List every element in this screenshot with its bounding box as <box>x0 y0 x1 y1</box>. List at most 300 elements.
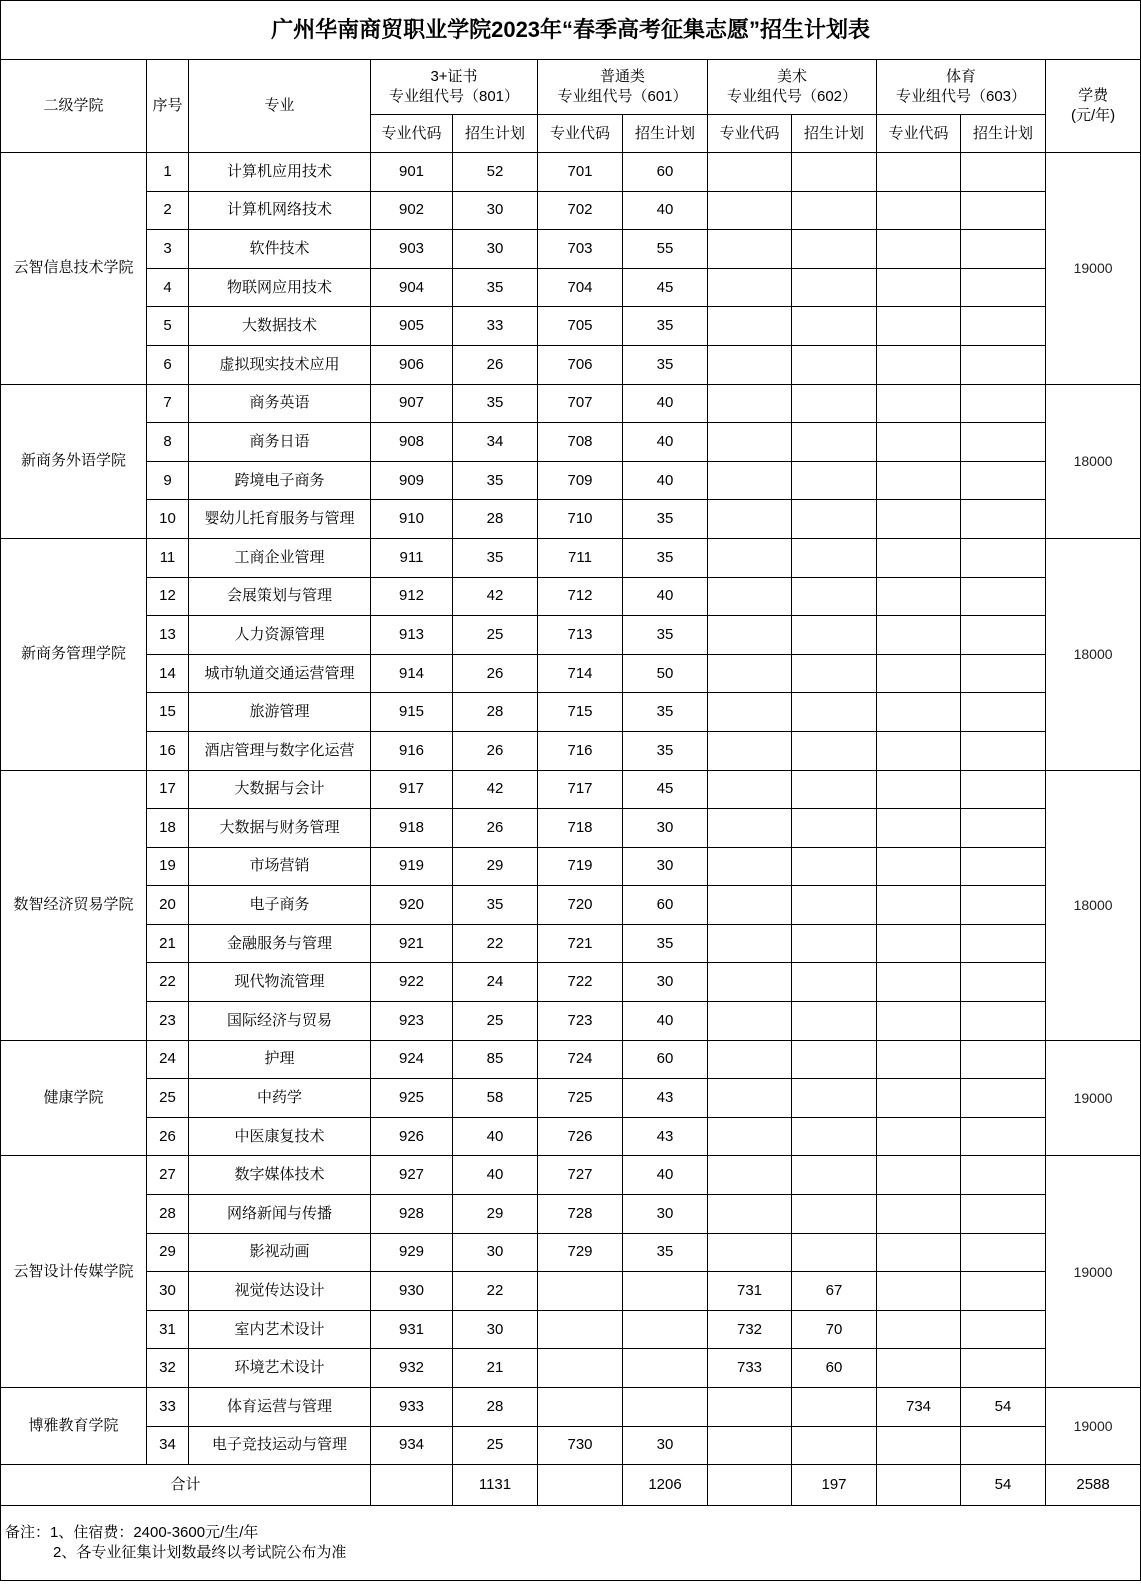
header-group-801 <box>371 60 538 115</box>
plan-602 <box>792 1426 877 1465</box>
plan-601: 60 <box>623 1040 708 1079</box>
plan-601 <box>623 1272 708 1311</box>
plan-801: 42 <box>453 577 538 616</box>
table-row <box>1 809 1141 848</box>
plan-801: 40 <box>453 1156 538 1195</box>
code-602 <box>708 731 792 770</box>
plan-601: 30 <box>623 809 708 848</box>
code-801: 925 <box>371 1079 453 1118</box>
code-601: 715 <box>538 693 623 732</box>
code-601: 707 <box>538 384 623 423</box>
notes <box>1 1506 1141 1581</box>
plan-601: 35 <box>623 345 708 384</box>
seq-cell: 30 <box>147 1272 189 1311</box>
plan-601: 40 <box>623 384 708 423</box>
total-code-602 <box>708 1465 792 1506</box>
table-row <box>1 423 1141 462</box>
seq-cell: 5 <box>147 307 189 346</box>
plan-801: 35 <box>453 384 538 423</box>
code-801: 921 <box>371 924 453 963</box>
plan-601: 60 <box>623 153 708 192</box>
plan-603 <box>961 847 1046 886</box>
seq-cell: 6 <box>147 345 189 384</box>
header-seq: 序号 <box>147 60 189 153</box>
code-603 <box>877 847 961 886</box>
code-603 <box>877 1426 961 1465</box>
table-row <box>1 731 1141 770</box>
code-801: 906 <box>371 345 453 384</box>
plan-602 <box>792 1002 877 1041</box>
plan-601: 40 <box>623 1156 708 1195</box>
plan-601: 40 <box>623 461 708 500</box>
code-603 <box>877 153 961 192</box>
code-601: 725 <box>538 1079 623 1118</box>
college-name: 博雅教育学院 <box>1 1388 147 1465</box>
code-801: 917 <box>371 770 453 809</box>
code-602 <box>708 461 792 500</box>
plan-601: 43 <box>623 1079 708 1118</box>
group-code-label: 专业组代号（601） <box>557 88 688 105</box>
code-601: 712 <box>538 577 623 616</box>
plan-602: 60 <box>792 1349 877 1388</box>
plan-603 <box>961 500 1046 539</box>
plan-602 <box>792 423 877 462</box>
plan-801: 85 <box>453 1040 538 1079</box>
plan-601: 30 <box>623 1426 708 1465</box>
fee-cell: 19000 <box>1046 1040 1141 1156</box>
code-601: 708 <box>538 423 623 462</box>
fee-cell: 19000 <box>1046 1388 1141 1465</box>
code-603 <box>877 731 961 770</box>
plan-801: 35 <box>453 538 538 577</box>
code-601: 729 <box>538 1233 623 1272</box>
table-row <box>1 693 1141 732</box>
plan-801: 33 <box>453 307 538 346</box>
code-603 <box>877 886 961 925</box>
plan-601: 40 <box>623 1002 708 1041</box>
plan-801: 25 <box>453 616 538 655</box>
code-601: 724 <box>538 1040 623 1079</box>
plan-602 <box>792 654 877 693</box>
plan-603 <box>961 307 1046 346</box>
code-601: 705 <box>538 307 623 346</box>
plan-602 <box>792 191 877 230</box>
plan-602 <box>792 693 877 732</box>
major-cell: 电子商务 <box>189 886 371 925</box>
plan-601: 35 <box>623 616 708 655</box>
header-major: 专业 <box>189 60 371 153</box>
code-801: 903 <box>371 230 453 269</box>
plan-801: 28 <box>453 693 538 732</box>
code-801: 907 <box>371 384 453 423</box>
major-cell: 旅游管理 <box>189 693 371 732</box>
table-row <box>1 1349 1141 1388</box>
table-row <box>1 1195 1141 1234</box>
code-603 <box>877 268 961 307</box>
plan-602 <box>792 1079 877 1118</box>
header-group-602 <box>708 60 877 115</box>
code-601: 720 <box>538 886 623 925</box>
code-603 <box>877 577 961 616</box>
code-603 <box>877 1156 961 1195</box>
plan-603 <box>961 616 1046 655</box>
code-602 <box>708 307 792 346</box>
table-row <box>1 886 1141 925</box>
plan-602 <box>792 924 877 963</box>
code-601: 717 <box>538 770 623 809</box>
major-cell: 大数据技术 <box>189 307 371 346</box>
code-602 <box>708 384 792 423</box>
plan-603 <box>961 731 1046 770</box>
plan-601: 35 <box>623 731 708 770</box>
seq-cell: 20 <box>147 886 189 925</box>
major-cell: 大数据与财务管理 <box>189 809 371 848</box>
code-603 <box>877 461 961 500</box>
total-code-603 <box>877 1465 961 1506</box>
plan-602 <box>792 461 877 500</box>
code-602 <box>708 1233 792 1272</box>
plan-603 <box>961 1040 1046 1079</box>
major-cell: 商务日语 <box>189 423 371 462</box>
table-row <box>1 230 1141 269</box>
plan-801: 29 <box>453 1195 538 1234</box>
plan-601: 50 <box>623 654 708 693</box>
code-602 <box>708 1117 792 1156</box>
code-801: 924 <box>371 1040 453 1079</box>
plan-601: 60 <box>623 886 708 925</box>
major-cell: 计算机应用技术 <box>189 153 371 192</box>
table-row <box>1 1233 1141 1272</box>
total-plan-601: 1206 <box>623 1465 708 1506</box>
table-row <box>1 191 1141 230</box>
plan-603 <box>961 461 1046 500</box>
plan-601: 40 <box>623 577 708 616</box>
code-602 <box>708 500 792 539</box>
code-601 <box>538 1310 623 1349</box>
code-601: 719 <box>538 847 623 886</box>
major-cell: 婴幼儿托育服务与管理 <box>189 500 371 539</box>
plan-603 <box>961 1195 1046 1234</box>
group-code-label: 专业组代号（603） <box>895 88 1027 105</box>
seq-cell: 9 <box>147 461 189 500</box>
plan-603 <box>961 1349 1046 1388</box>
plan-602 <box>792 1195 877 1234</box>
code-601 <box>538 1272 623 1311</box>
seq-cell: 14 <box>147 654 189 693</box>
total-plan-801: 1131 <box>453 1465 538 1506</box>
code-602 <box>708 616 792 655</box>
table-row <box>1 1156 1141 1195</box>
code-602 <box>708 153 792 192</box>
plan-602 <box>792 1156 877 1195</box>
code-801: 928 <box>371 1195 453 1234</box>
total-plan-603: 54 <box>961 1465 1046 1506</box>
plan-801: 24 <box>453 963 538 1002</box>
fee-cell: 18000 <box>1046 770 1141 1040</box>
code-602 <box>708 268 792 307</box>
plan-601 <box>623 1388 708 1427</box>
header-plan-602: 招生计划 <box>792 115 877 153</box>
group-name: 普通类 <box>599 68 645 85</box>
code-603 <box>877 307 961 346</box>
table-row <box>1 1388 1141 1427</box>
header-code-601: 专业代码 <box>538 115 623 153</box>
plan-601: 35 <box>623 538 708 577</box>
major-cell: 现代物流管理 <box>189 963 371 1002</box>
seq-cell: 12 <box>147 577 189 616</box>
plan-603 <box>961 1079 1046 1118</box>
plan-801: 28 <box>453 500 538 539</box>
group-code-label: 专业组代号（602） <box>726 88 858 105</box>
seq-cell: 32 <box>147 1349 189 1388</box>
seq-cell: 34 <box>147 1426 189 1465</box>
code-601: 727 <box>538 1156 623 1195</box>
major-cell: 环境艺术设计 <box>189 1349 371 1388</box>
code-603 <box>877 924 961 963</box>
table-row <box>1 461 1141 500</box>
seq-cell: 10 <box>147 500 189 539</box>
major-cell: 物联网应用技术 <box>189 268 371 307</box>
code-603 <box>877 1349 961 1388</box>
table-row <box>1 847 1141 886</box>
major-cell: 中医康复技术 <box>189 1117 371 1156</box>
plan-603 <box>961 924 1046 963</box>
major-cell: 大数据与会计 <box>189 770 371 809</box>
plan-602 <box>792 384 877 423</box>
code-603 <box>877 654 961 693</box>
plan-801: 42 <box>453 770 538 809</box>
plan-603 <box>961 577 1046 616</box>
code-603 <box>877 345 961 384</box>
code-801: 933 <box>371 1388 453 1427</box>
plan-801: 30 <box>453 1233 538 1272</box>
code-801: 909 <box>371 461 453 500</box>
plan-601: 43 <box>623 1117 708 1156</box>
code-603 <box>877 1310 961 1349</box>
code-602 <box>708 538 792 577</box>
plan-801: 30 <box>453 230 538 269</box>
table-row <box>1 1117 1141 1156</box>
major-cell: 护理 <box>189 1040 371 1079</box>
code-801: 902 <box>371 191 453 230</box>
code-602 <box>708 1388 792 1427</box>
major-cell: 城市轨道交通运营管理 <box>189 654 371 693</box>
major-cell: 数字媒体技术 <box>189 1156 371 1195</box>
seq-cell: 23 <box>147 1002 189 1041</box>
table-row <box>1 268 1141 307</box>
code-602 <box>708 230 792 269</box>
major-cell: 虚拟现实技术应用 <box>189 345 371 384</box>
plan-801: 26 <box>453 345 538 384</box>
table-row <box>1 153 1141 192</box>
fee-cell: 19000 <box>1046 1156 1141 1388</box>
plan-603 <box>961 268 1046 307</box>
code-801: 931 <box>371 1310 453 1349</box>
plan-602 <box>792 500 877 539</box>
plan-801: 21 <box>453 1349 538 1388</box>
seq-cell: 18 <box>147 809 189 848</box>
header-group-601 <box>538 60 708 115</box>
table-row <box>1 500 1141 539</box>
code-602: 733 <box>708 1349 792 1388</box>
plan-801: 40 <box>453 1117 538 1156</box>
code-601: 703 <box>538 230 623 269</box>
major-cell: 体育运营与管理 <box>189 1388 371 1427</box>
code-801: 922 <box>371 963 453 1002</box>
code-601: 716 <box>538 731 623 770</box>
code-801: 930 <box>371 1272 453 1311</box>
code-603 <box>877 770 961 809</box>
code-603 <box>877 616 961 655</box>
table-row <box>1 1079 1141 1118</box>
code-601: 730 <box>538 1426 623 1465</box>
plan-801: 28 <box>453 1388 538 1427</box>
table-row <box>1 1426 1141 1465</box>
plan-801: 35 <box>453 268 538 307</box>
code-603 <box>877 1195 961 1234</box>
plan-603 <box>961 1272 1046 1311</box>
plan-801: 30 <box>453 191 538 230</box>
seq-cell: 11 <box>147 538 189 577</box>
code-603 <box>877 423 961 462</box>
plan-801: 22 <box>453 924 538 963</box>
fee-cell: 18000 <box>1046 384 1141 538</box>
code-602 <box>708 345 792 384</box>
code-603 <box>877 1002 961 1041</box>
major-cell: 计算机网络技术 <box>189 191 371 230</box>
code-601: 721 <box>538 924 623 963</box>
major-cell: 电子竞技运动与管理 <box>189 1426 371 1465</box>
page-title: 广州华南商贸职业学院2023年“春季高考征集志愿”招生计划表 <box>1 1 1141 60</box>
plan-603 <box>961 538 1046 577</box>
plan-801: 58 <box>453 1079 538 1118</box>
college-name: 云智信息技术学院 <box>1 153 147 385</box>
total-plan-602: 197 <box>792 1465 877 1506</box>
plan-603 <box>961 153 1046 192</box>
plan-801: 25 <box>453 1002 538 1041</box>
plan-801: 22 <box>453 1272 538 1311</box>
code-603 <box>877 1272 961 1311</box>
code-601: 726 <box>538 1117 623 1156</box>
plan-601: 55 <box>623 230 708 269</box>
code-602 <box>708 423 792 462</box>
plan-602 <box>792 1233 877 1272</box>
seq-cell: 16 <box>147 731 189 770</box>
seq-cell: 2 <box>147 191 189 230</box>
table-row <box>1 384 1141 423</box>
plan-801: 52 <box>453 153 538 192</box>
plan-801: 29 <box>453 847 538 886</box>
code-602 <box>708 1426 792 1465</box>
table-row <box>1 616 1141 655</box>
major-cell: 软件技术 <box>189 230 371 269</box>
group-code-label: 专业组代号（801） <box>388 88 520 105</box>
code-602 <box>708 886 792 925</box>
plan-601: 35 <box>623 307 708 346</box>
plan-603: 54 <box>961 1388 1046 1427</box>
seq-cell: 26 <box>147 1117 189 1156</box>
plan-603 <box>961 1310 1046 1349</box>
major-cell: 跨境电子商务 <box>189 461 371 500</box>
seq-cell: 17 <box>147 770 189 809</box>
total-code-601 <box>538 1465 623 1506</box>
group-name: 体育 <box>945 68 976 85</box>
code-603 <box>877 1117 961 1156</box>
plan-602 <box>792 1388 877 1427</box>
table-row <box>1 770 1141 809</box>
code-602: 731 <box>708 1272 792 1311</box>
major-cell: 室内艺术设计 <box>189 1310 371 1349</box>
plan-602 <box>792 847 877 886</box>
code-602 <box>708 809 792 848</box>
seq-cell: 7 <box>147 384 189 423</box>
plan-602 <box>792 577 877 616</box>
table-row <box>1 1272 1141 1311</box>
total-row <box>1 1465 1141 1506</box>
code-601: 711 <box>538 538 623 577</box>
plan-801: 35 <box>453 461 538 500</box>
college-name: 健康学院 <box>1 1040 147 1156</box>
plan-801: 25 <box>453 1426 538 1465</box>
code-603 <box>877 538 961 577</box>
plan-603 <box>961 384 1046 423</box>
seq-cell: 25 <box>147 1079 189 1118</box>
header-plan-601: 招生计划 <box>623 115 708 153</box>
header-group-603 <box>877 60 1046 115</box>
code-601: 701 <box>538 153 623 192</box>
plan-601: 35 <box>623 924 708 963</box>
code-801: 934 <box>371 1426 453 1465</box>
plan-601: 45 <box>623 770 708 809</box>
code-801: 918 <box>371 809 453 848</box>
code-601: 728 <box>538 1195 623 1234</box>
header-plan-603: 招生计划 <box>961 115 1046 153</box>
plan-602 <box>792 731 877 770</box>
plan-602 <box>792 307 877 346</box>
seq-cell: 1 <box>147 153 189 192</box>
header-code-603: 专业代码 <box>877 115 961 153</box>
code-602 <box>708 1156 792 1195</box>
code-602 <box>708 924 792 963</box>
code-602 <box>708 1195 792 1234</box>
plan-601: 30 <box>623 1195 708 1234</box>
plan-603 <box>961 770 1046 809</box>
plan-603 <box>961 1002 1046 1041</box>
table-row <box>1 577 1141 616</box>
seq-cell: 28 <box>147 1195 189 1234</box>
code-603: 734 <box>877 1388 961 1427</box>
code-801: 913 <box>371 616 453 655</box>
plan-603 <box>961 230 1046 269</box>
note-line-2: 2、各专业征集计划数最终以考试院公布为准 <box>53 1544 347 1562</box>
header-code-602: 专业代码 <box>708 115 792 153</box>
total-label: 合计 <box>1 1465 371 1506</box>
plan-603 <box>961 963 1046 1002</box>
total-code-801 <box>371 1465 453 1506</box>
seq-cell: 22 <box>147 963 189 1002</box>
code-602 <box>708 577 792 616</box>
code-801: 904 <box>371 268 453 307</box>
table-row <box>1 963 1141 1002</box>
seq-cell: 8 <box>147 423 189 462</box>
total-all: 2588 <box>1046 1465 1141 1506</box>
code-602 <box>708 654 792 693</box>
plan-601 <box>623 1349 708 1388</box>
fee-cell: 18000 <box>1046 538 1141 770</box>
seq-cell: 31 <box>147 1310 189 1349</box>
plan-603 <box>961 654 1046 693</box>
group-name: 3+证书 <box>430 68 478 85</box>
